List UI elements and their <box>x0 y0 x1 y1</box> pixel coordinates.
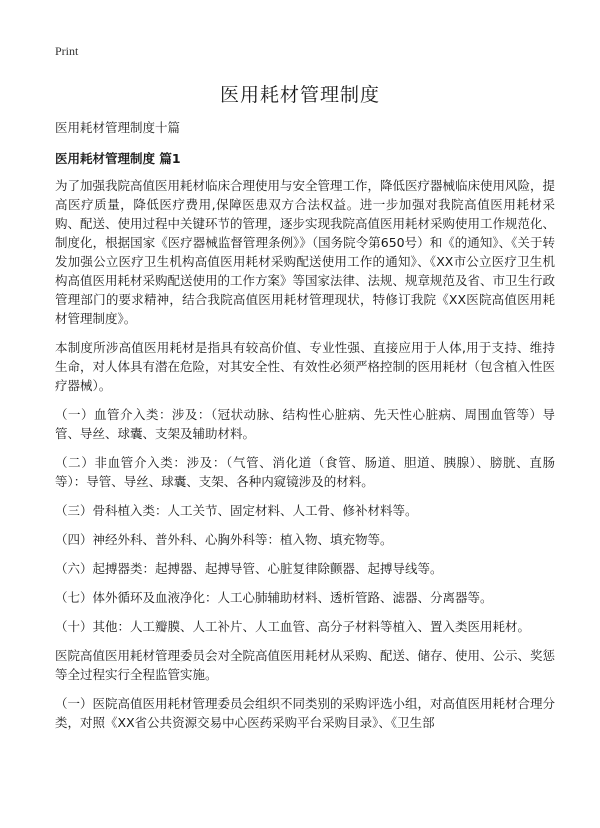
paragraph-supervision: 医院高值医用耗材管理委员会对全院高值医用耗材从采购、配送、储存、使用、公示、奖惩等全过程实行全程监管实施。 <box>55 648 556 682</box>
section-heading: 医用耗材管理制度 篇1 <box>55 151 181 166</box>
paragraph-item-3: （三）骨科植入类：人工关节、固定材料、人工骨、修补材料等。 <box>55 503 418 518</box>
document-subtitle: 医用耗材管理制度十篇 <box>55 120 181 135</box>
paragraph-committee: （一）医院高值医用耗材管理委员会组织不同类别的采购评选小组，对高值医用耗材合理分类，对照《XX省公共资源交易中心医药采购平台采购目录》、《卫生部 <box>55 696 556 730</box>
page-title: 医用耗材管理制度 <box>219 84 380 106</box>
paragraph-item-4: （四）神经外科、普外科、心胸外科等：植入物、填充物等。 <box>55 532 393 547</box>
paragraph-item-2: （二）非血管介入类：涉及：（气管、消化道（食管、肠道、胆道、胰腺）、膀胱、直肠等）：导管、导丝、球囊、支架、各种内窥镜涉及的材料。 <box>55 455 555 489</box>
paragraph-item-6: （六）起搏器类：起搏器、起搏导管、心脏复律除颤器、起搏导线等。 <box>55 561 443 576</box>
paragraph-definition: 本制度所涉高值医用耗材是指具有较高价值、专业性强、直接应用于人体,用于支持、维持生命，对人体具有潜在危险，对其安全性、有效性必须严格控制的医用耗材（包含植入性医疗器械）。 <box>55 340 556 393</box>
print-label[interactable]: Print <box>55 44 79 58</box>
paragraph-item-7: （七）体外循环及血液净化：人工心肺辅助材料、透析管路、滤器、分离器等。 <box>55 590 493 605</box>
paragraph-item-10: （十）其他：人工瓣膜、人工补片、人工血管、高分子材料等植入、置入类医用耗材。 <box>55 619 531 634</box>
document-body <box>55 118 555 742</box>
paragraph-item-1: （一）血管介入类：涉及：（冠状动脉、结构性心脏病、先天性心脏病、周围血管等）导管、导丝、球囊、支架及辅助材料。 <box>55 407 555 441</box>
paragraph-intro: 为了加强我院高值医用耗材临床合理使用与安全管理工作，降低医疗器械临床使用风险，提高医疗质量，降低医疗费用,保障医患双方合法权益。进一步加强对我院高值医用耗材采购、配送、使用过程中关键环节的管理，逐步实现我院高值医用耗材采购使用工作规范化、制度化，根据国家《医疗器械监督管理条例》》（国务院令第650号）和《的通知》、《关于转发加强公立医疗卫生机构高值医用耗材采购配送使用工作的通知》、《XX市公立医疗卫生机构高值医用耗材采购配送使用的工作方案》等国家法律、法规、规章规范及省、市卫生行政管理部门的要求精神，结合我院高值医用耗材管理现状，特修订我院《XX医院高值医用耗材管理制度》。 <box>55 178 556 326</box>
